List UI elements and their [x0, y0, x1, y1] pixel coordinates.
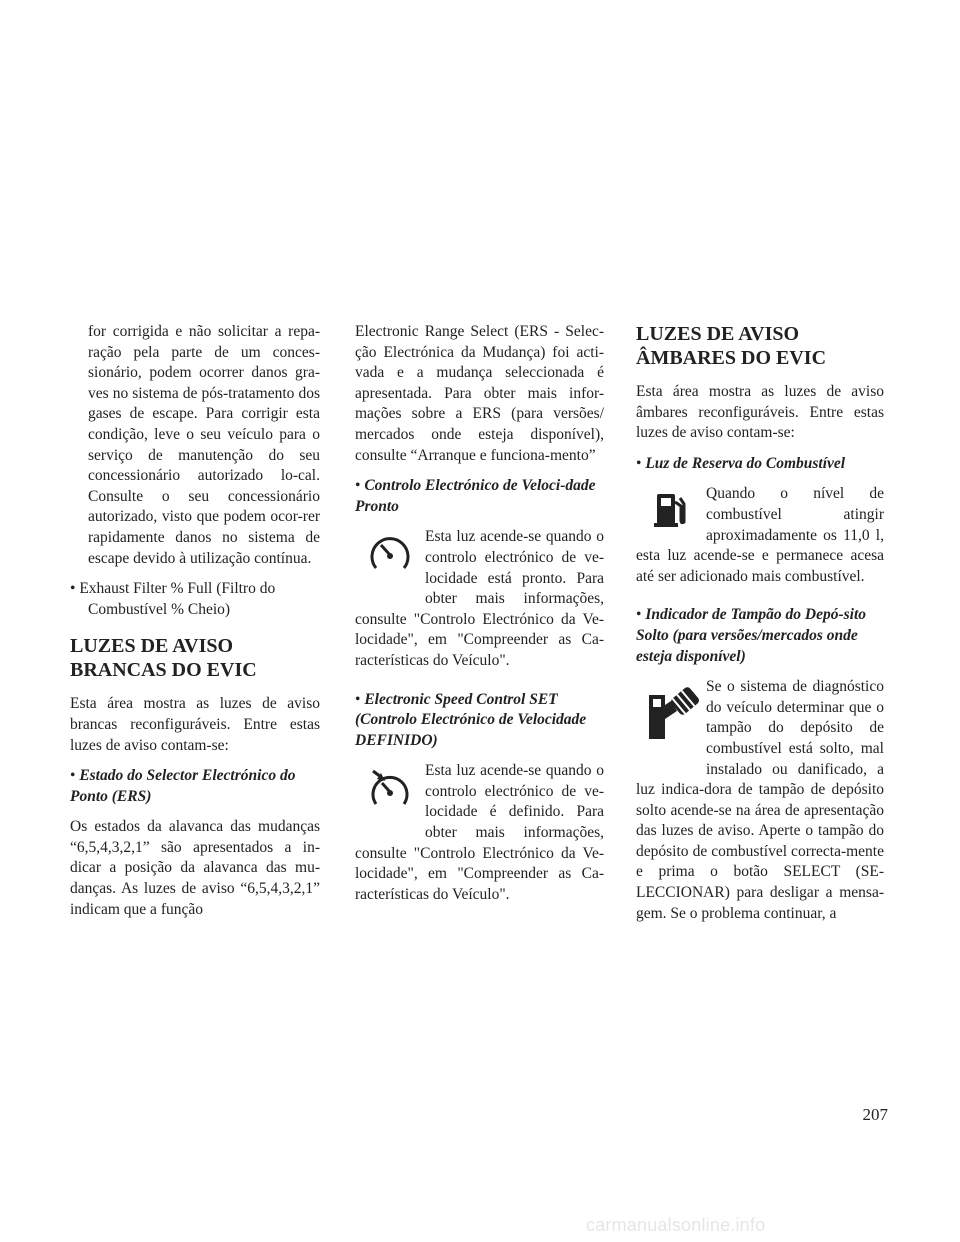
speedometer-icon [355, 527, 425, 595]
cap-title-text: Indicador de Tampão do Depó-sito Solto (para versões/mercados onde esteja disponível) [636, 606, 867, 665]
cruise-ready-title: • Controlo Electrónico de Veloci-dade Pronto [355, 477, 596, 515]
footer-watermark: carmanualsonline.info [586, 1215, 766, 1235]
column-middle [355, 322, 604, 915]
heading-white-warning-lights: LUZES DE AVISO BRANCAS DO EVIC [70, 635, 257, 682]
fuel-block [636, 484, 884, 597]
bullet-exhaust-filter-text: Exhaust Filter % Full (Filtro do Combustível % Cheio) [79, 580, 276, 618]
cruise-set-body: Esta luz acende-se quando o controlo electrónico de ve-locidade é definido. Para obter mais informações, consulte "Controlo Electrónico da Ve-locidade", em "Compreender as Ca-racterísticas do Veículo". [355, 762, 604, 903]
loose-fuel-cap-icon [636, 677, 706, 763]
intro-white: Esta área mostra as luzes de aviso brancas reconfiguráveis. Entre estas luzes de aviso contam-se: [70, 695, 320, 754]
cap-title: • Indicador de Tampão do Depó-sito Solto (para versões/mercados onde esteja disponível) [636, 606, 867, 665]
ers-title-text: Estado do Selector Electrónico do Ponto (ERS) [70, 767, 296, 805]
ers-title: • Estado do Selector Electrónico do Ponto (ERS) [70, 767, 296, 805]
intro-amber: Esta área mostra as luzes de aviso âmbares reconfiguráveis. Entre estas luzes de aviso contam-se: [636, 383, 884, 442]
cruise-set-block [355, 761, 604, 915]
cap-body: Se o sistema de diagnóstico do veículo determinar que o tampão do depósito de combustível está solto, mal instalado ou danificado, a luz indica-dora de tampão de depósito solto acende-se na área de apresentação das luzes de aviso. Aperte o tampão do depósito de combustível correcta-mente e prima o botão SELECT (SE-LECCIONAR) para desligar a mensa-gem. Se o problema continuar, a [636, 678, 884, 922]
column-left [70, 322, 320, 930]
cruise-set-title-text: Electronic Speed Control SET (Controlo Electrónico de Velocidade DEFINIDO) [355, 690, 587, 749]
cap-block [636, 677, 884, 934]
cruise-ready-block [355, 527, 604, 681]
page-number: 207 [862, 1105, 888, 1124]
speedometer-set-icon [355, 761, 425, 829]
bullet-exhaust-filter: • Exhaust Filter % Full (Filtro do Combustível % Cheio) [70, 580, 276, 618]
fuel-body: Quando o nível de combustível atingir aproximadamente os 11,0 l, esta luz acende-se e permanece acesa até ser adicionado mais combustível. [636, 485, 884, 585]
cruise-ready-title-text: Controlo Electrónico de Veloci-dade Pronto [355, 477, 596, 515]
fuel-title: • Luz de Reserva do Combustível [636, 454, 846, 472]
continuation-paragraph: for corrigida e não solicitar a repa-ração pela parte de um conces-sionário, podem ocorrer danos gra-ves no sistema de pós-tratamento dos gases de escape. Para corrigir esta condição, leve o seu veículo para o serviço de manutenção do seu concessionário autorizado lo-cal. Consulte o seu concessionário autorizado, visto que podem ocor-rer rapidamente danos no sistema de escape devido à utilização contínua. [88, 323, 320, 567]
heading-amber-warning-lights: LUZES DE AVISO ÂMBARES DO EVIC [636, 323, 827, 369]
cruise-set-title: • Electronic Speed Control SET (Controlo Electrónico de Velocidade DEFINIDO) [355, 690, 587, 749]
fuel-pump-icon [636, 484, 706, 534]
ers-continuation: Electronic Range Select (ERS - Selec-ção Electrónica da Mudança) foi acti-vada e a mudança seleccionada é apresentada. Para obter mais infor-mações sobre a ERS (para versões/ mercados onde esteja disponível), consulte “Arranque e funciona-mento” [355, 323, 604, 464]
ers-body: Os estados da alavanca das mudanças “6,5,4,3,2,1” são apresentados a in-dicar a posição da alavanca das mu-danças. As luzes de aviso “6,5,4,3,2,1” indicam que a função [70, 818, 320, 918]
cruise-ready-body: Esta luz acende-se quando o controlo electrónico de ve-locidade está pronto. Para obter mais informações, consulte "Controlo Electrónico da Ve-locidade", em "Compreender as Ca-racterísticas do Veículo". [355, 528, 604, 669]
fuel-title-text: Luz de Reserva do Combustível [645, 454, 846, 472]
column-right [636, 322, 884, 934]
